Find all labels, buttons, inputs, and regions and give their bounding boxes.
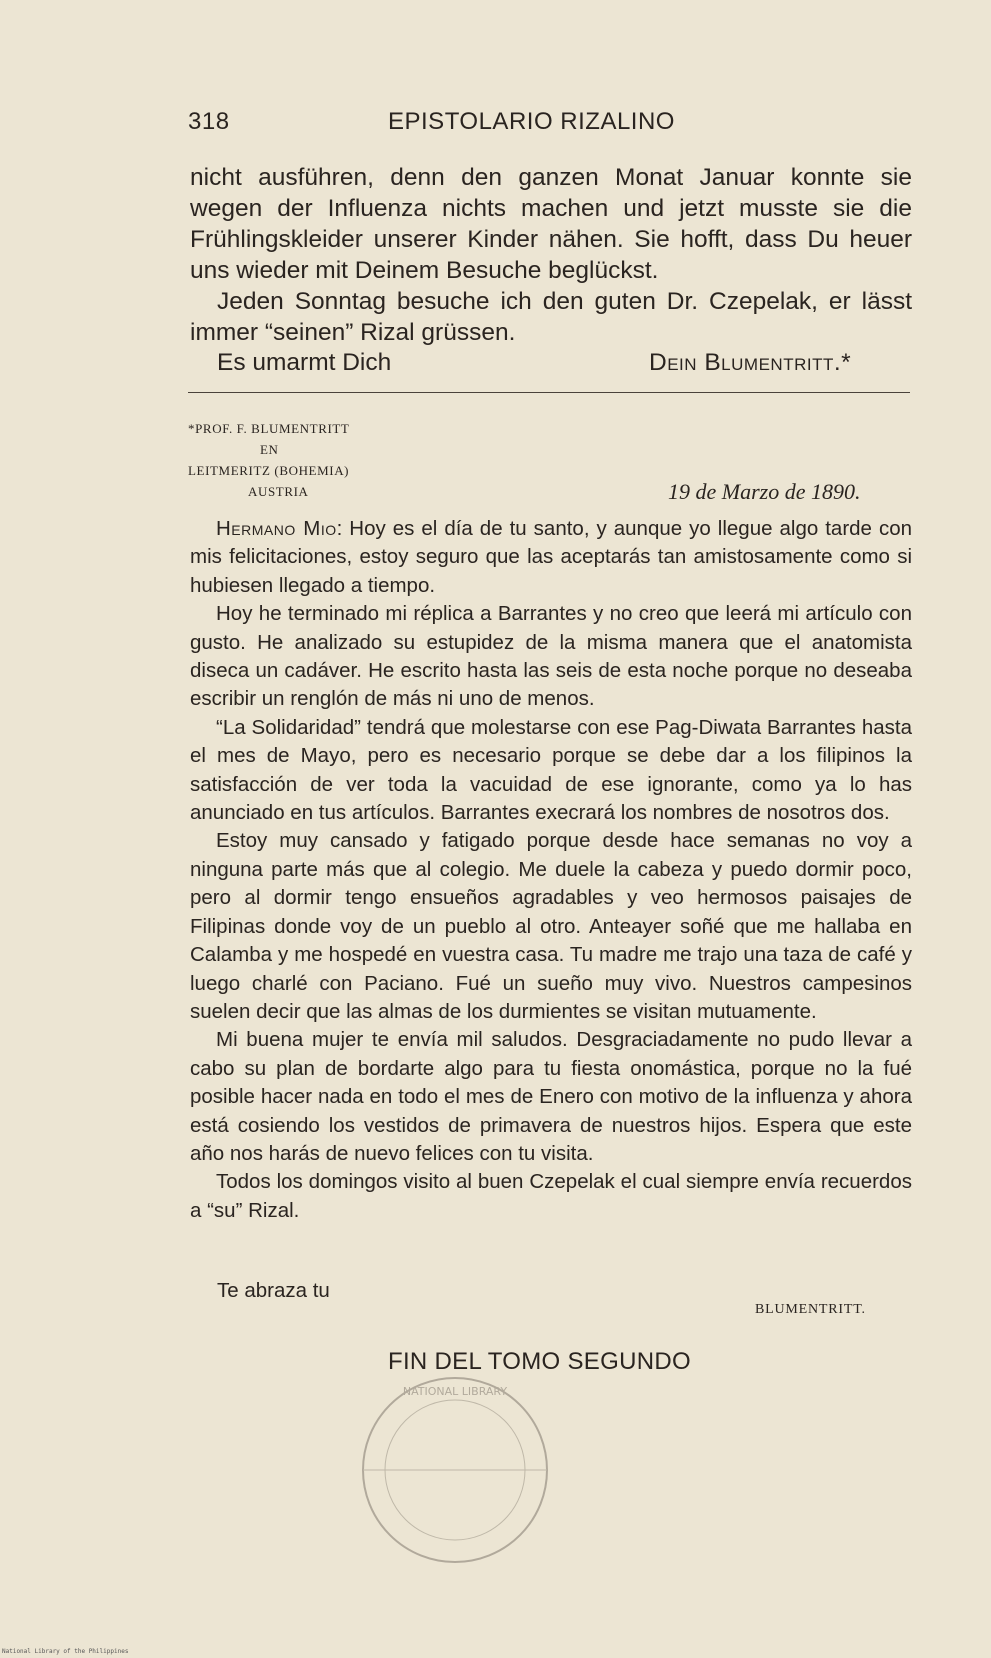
letter1-paragraph: nicht ausführen, denn den ganzen Monat Januar konnte sie wegen der Influenza nichts machen und jetzt musste sie die Frühlingskleider unserer Kinder nähen. Sie hofft, dass Du heuer uns wieder mit Deinem Besuche beglückst. [190,164,912,284]
letter2-paragraph-text: : Hoy es el día de tu santo, y aunque yo llegue algo tarde con mis felicitaciones, estoy seguro que las aceptarás tan amistosamente como si hubiesen llegado a tiempo. [190,517,913,597]
letter2-paragraph: “La Solidaridad” tendrá que molestarse con ese Pag-Diwata Barrantes hasta el mes de Mayo, pero es necesario porque se debe dar a los filipinos la satisfacción de ver toda la vacuidad de ese ignorante, como ya lo has anunciado en tus artículos. Barrantes execrará los nombres de nosotros dos. [190,715,912,825]
letter2-signature: BLUMENTRITT. [755,1302,866,1317]
scan-credit: National Library of the Philippines [2,1648,129,1655]
running-title: EPISTOLARIO RIZALINO [388,108,675,135]
recipient-address [188,418,418,502]
address-line: EN [260,442,279,457]
letter2-paragraph: Todos los domingos visito al buen Czepelak el cual siempre envía recuerdos a “su” Rizal. [190,1170,912,1222]
section-divider [188,392,910,393]
end-of-volume-note: FIN DEL TOMO SEGUNDO [388,1348,691,1375]
letter2-closing: Te abraza tu [217,1279,330,1302]
letter2-paragraph: Hoy he terminado mi réplica a Barrantes y no creo que leerá mi artículo con gusto. He analizado su estupidez de la misma manera que el anatomista diseca un cadáver. He escrito hasta las seis de esta noche porque no deseaba escribir un renglón de más ni uno de menos. [190,602,912,711]
library-stamp [340,1365,570,1575]
letter1-signoff [217,349,897,377]
letter2-date: 19 de Marzo de 1890. [668,479,861,504]
letter1-closing: Es umarmt Dich [217,349,392,376]
page-number: 318 [188,108,230,135]
letter2-salutation: Hermano Mio [216,517,337,540]
address-line: *PROF. F. BLUMENTRITT [188,421,350,436]
letter2-paragraph: Mi buena mujer te envía mil saludos. Desgraciadamente no pudo llevar a cabo su plan de bordarte algo para tu fiesta onomástica, porque no la fué posible hacer nada en todo el mes de Enero con motivo de la influenza y ahora está cosiendo los vestidos de primavera de nuestros hijos. Espera que este año nos harás de nuevo felices con tu visita. [190,1028,912,1165]
letter2-first-paragraph [190,515,912,600]
letter2-body [190,515,912,1225]
address-line: LEITMERITZ (BOHEMIA) [188,463,350,478]
address-line: AUSTRIA [248,484,309,499]
stamp-text: NATIONAL LIBRARY [402,1385,508,1398]
letter1-signature: Dein Blumentritt.* [649,349,852,376]
letter1-body [190,162,912,348]
letter1-paragraph: Jeden Sonntag besuche ich den guten Dr. Czepelak, er lässt immer “seinen” Rizal grüssen. [190,288,912,346]
letter2-paragraph: Estoy muy cansado y fatigado porque desde hace semanas no voy a ninguna parte más que al colegio. Me duele la cabeza y puedo dormir poco, pero al dormir tengo ensueños agradables y veo hermosos paisajes de Filipinas donde voy de un pueblo al otro. Anteayer soñé que me hallaba en Calamba y me hospedé en vuestra casa. Tu madre me trajo una taza de café y luego charlé con Paciano. Fué un sueño muy vivo. Nuestros campesinos suelen decir que las almas de los durmientes se visitan mutuamente. [190,829,912,1023]
